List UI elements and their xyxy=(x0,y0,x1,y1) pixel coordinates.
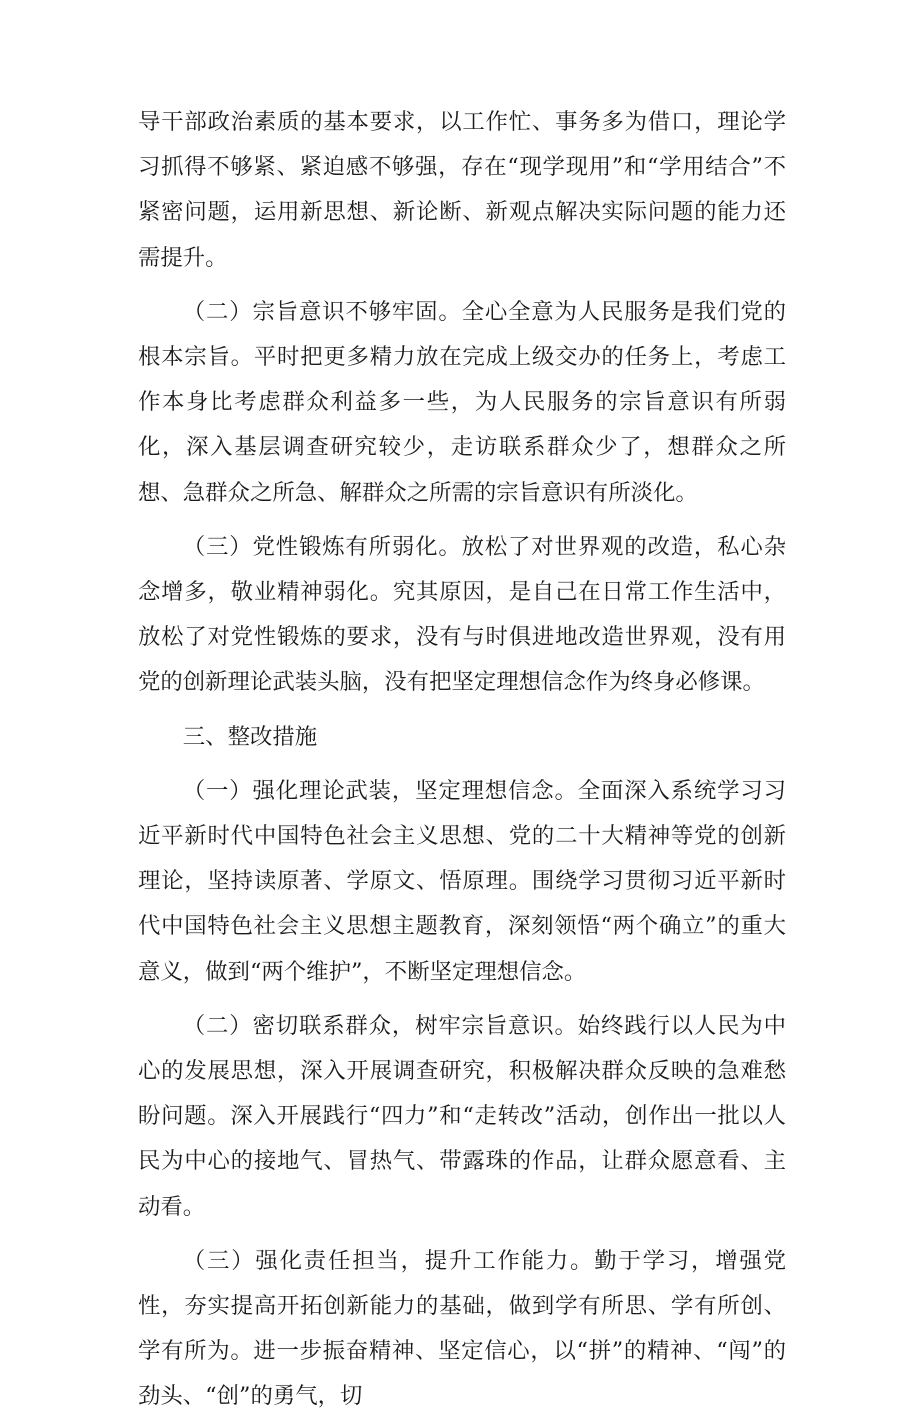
paragraph-party-spirit: （三）党性锻炼有所弱化。放松了对世界观的改造，私心杂念增多，敬业精神弱化。究其原因，是自己在日常工作生活中，放松了对党性锻炼的要求，没有与时俱进地改造世界观，没有用党的创新理论武装头脑，没有把坚定理想信念作为终身必修课。 xyxy=(138,533,786,696)
measure-responsibility: （三）强化责任担当，提升工作能力。勤于学习，增强党性，夯实提高开拓创新能力的基础，做到学有所思、学有所创、学有所为。进一步振奋精神、坚定信心，以“拼”的精神、“闯”的劲头、“创”的勇气，切 xyxy=(138,1247,786,1410)
paragraph-continued: 导干部政治素质的基本要求，以工作忙、事务多为借口，理论学习抓得不够紧、紧迫感不够强，存在“现学现用”和“学用结合”不紧密问题，运用新思想、新论断、新观点解决实际问题的能力还需提升。 xyxy=(138,109,786,271)
measure-theory-arming: （一）强化理论武装，坚定理想信念。全面深入系统学习习近平新时代中国特色社会主义思想、党的二十大精神等党的创新理论，坚持读原著、学原文、悟原理。围绕学习贯彻习近平新时代中国特色社会主义思想主题教育，深刻领悟“两个确立”的重大意义，做到“两个维护”，不断坚定理想信念。 xyxy=(138,777,786,985)
measure-contact-masses: （二）密切联系群众，树牢宗旨意识。始终践行以人民为中心的发展思想，深入开展调查研究，积极解决群众反映的急难愁盼问题。深入开展践行“四力”和“走转改”活动，创作出一批以人民为中心的接地气、冒热气、带露珠的作品，让群众愿意看、主动看。 xyxy=(138,1012,786,1220)
document-body xyxy=(138,100,786,1420)
section-heading: 三、整改措施 xyxy=(182,723,318,750)
paragraph-purpose-awareness: （二）宗旨意识不够牢固。全心全意为人民服务是我们党的根本宗旨。平时把更多精力放在完成上级交办的任务上，考虑工作本身比考虑群众利益多一些，为人民服务的宗旨意识有所弱化，深入基层调查研究较少，走访联系群众少了，想群众之所想、急群众之所急、解群众之所需的宗旨意识有所淡化。 xyxy=(138,298,786,506)
